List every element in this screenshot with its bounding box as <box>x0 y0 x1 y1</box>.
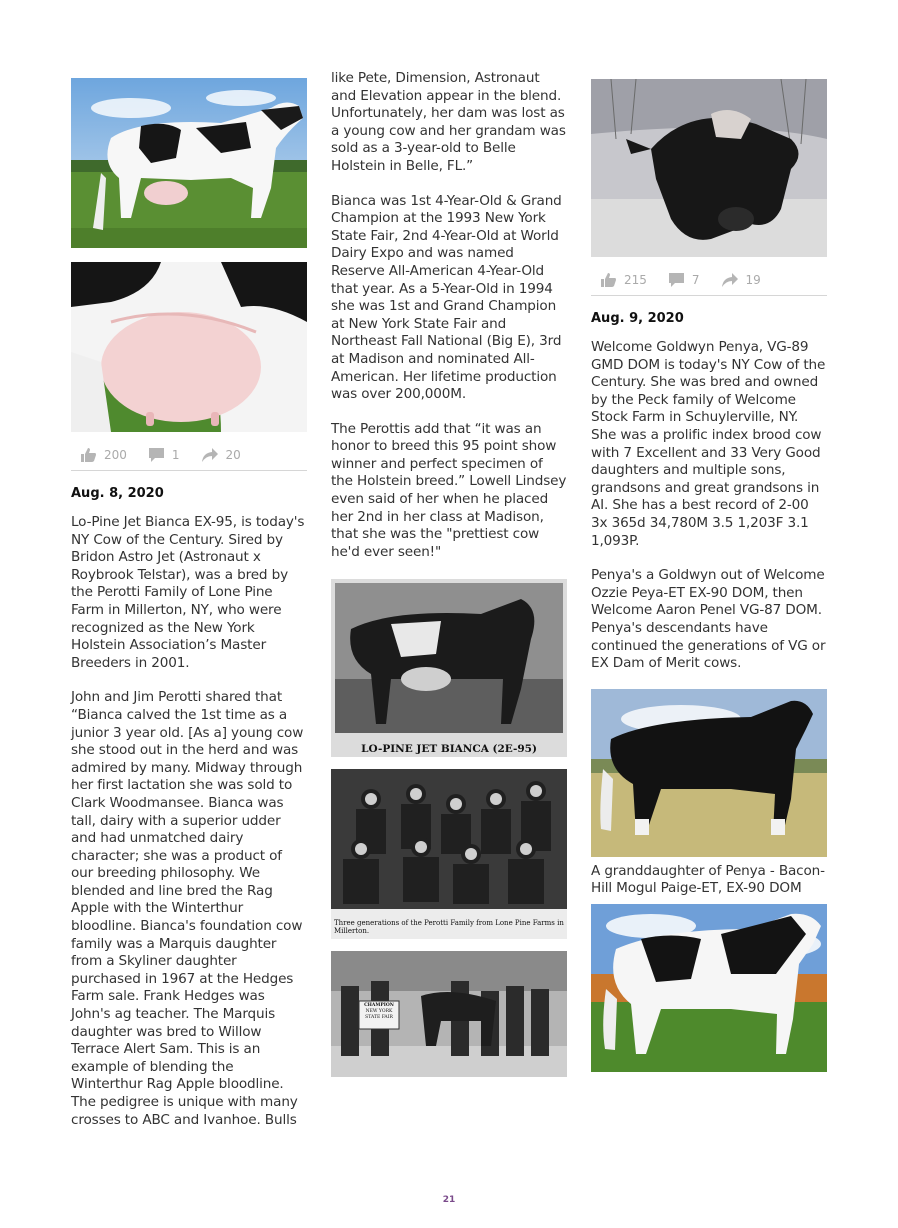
family-archival-photo <box>331 769 567 939</box>
champion-archival-photo <box>331 951 567 1077</box>
share-button[interactable] <box>722 273 761 287</box>
social-bar-left <box>71 440 307 471</box>
champion-sign-line: NEW YORK STATE FAIR <box>365 1009 393 1021</box>
left-column <box>71 70 307 1129</box>
granddaughter-photo <box>591 904 827 1072</box>
comment-icon <box>149 448 164 462</box>
like-count: 200 <box>104 448 127 462</box>
comment-count: 1 <box>171 448 180 462</box>
post-paragraph: like Pete, Dimension, Astronaut and Elevation appear in the blend. Unfortunately, her dam was lost as a young cow and her grandam was sold as a 3-year-old to Belle Holstein in Belle, FL.” <box>331 70 570 174</box>
post-paragraph: Penya's a Goldwyn out of Welcome Ozzie Peya-ET EX-90 DOM, then Welcome Aaron Penel VG-87 DOM. Penya's descendants have continued the generations of VG or EX Dam of Merit cows. <box>591 567 830 672</box>
post-paragraph: The Perottis add that “it was an honor to breed this 95 point show winner and perfect specimen of the Holstein breed.” Lowell Lindsey even said of her when he placed her 2nd in her class at Madison, that she was the "prettiest cow he'd ever seen!" <box>331 420 571 560</box>
cow-udder-photo <box>71 262 307 432</box>
black-cow-photo <box>591 689 827 857</box>
share-count: 19 <box>745 273 761 287</box>
middle-column <box>331 70 571 1077</box>
comment-button[interactable] <box>669 273 700 287</box>
thumbs-up-icon <box>601 273 616 287</box>
champion-sign-line: CHAMPION <box>364 1003 394 1009</box>
right-column <box>591 70 830 1072</box>
comment-count: 7 <box>691 273 700 287</box>
share-count: 20 <box>225 448 241 462</box>
photo-caption: Three generations of the Perotti Family from Lone Pine Farms in Millerton. <box>334 919 564 936</box>
like-count: 215 <box>624 273 647 287</box>
share-arrow-icon <box>202 448 218 462</box>
penya-portrait-photo <box>591 79 827 257</box>
post-date: Aug. 8, 2020 <box>71 486 164 501</box>
post-paragraph: Lo-Pine Jet Bianca EX-95, is today's NY Cow of the Century. Sired by Bridon Astro Jet (Astronaut x Roybrook Telstar), was a bred by the Perotti Family of Lone Pine Farm in Millerton, NY, who were recognized as the New York Holstein Association’s Master Breeders in 2001. <box>71 514 309 671</box>
photo-caption: A granddaughter of Penya - Bacon-Hill Mogul Paige-ET, EX-90 DOM <box>591 862 825 897</box>
social-bar-right <box>591 265 827 296</box>
post-paragraph: John and Jim Perotti shared that “Bianca calved the 1st time as a junior 3 year old. [As a] young cow she stood out in the herd and was admired by many. Midway through her first lactation she was sold to Clark Woodmansee. Bianca was tall, dairy with a superior udder and had unmatched dairy character; she was a product of our breeding philosophy. We blended and line bred the Rag Apple with the Winterthur bloodline. Bianca's foundation cow family was a Marquis daughter from a Skyliner daughter purchased in 1967 at the Hedges Farm sale. Frank Hedges was John's ag teacher. The Marquis daughter was bred to Willow Terrace Alert Sam. This is an example of blending the Winterthur Rag Apple bloodline. The pedigree is unique with many crosses to ABC and Ivanhoe. Bulls <box>71 689 308 1128</box>
share-button[interactable] <box>202 448 241 462</box>
post-paragraph: Welcome Goldwyn Penya, VG-89 GMD DOM is today's NY Cow of the Century. She was bred and owned by the Peck family of Welcome Stock Farm in Schuylerville, NY. She was a prolific index brood cow with 7 Excellent and 33 Very Good daughters and multiple sons, grandsons and great grandsons in AI. She has a best record of 2-00 3x 365d 34,780M 3.5 1,203F 3.1 1,093P. <box>591 339 830 549</box>
comment-icon <box>669 273 684 287</box>
bianca-archival-photo <box>331 579 567 757</box>
share-arrow-icon <box>722 273 738 287</box>
comment-button[interactable] <box>149 448 180 462</box>
post-paragraph: Bianca was 1st 4-Year-Old & Grand Champion at the 1993 New York State Fair, 2nd 4-Year-Old at World Dairy Expo and was named Reserve All-American 4-Year-Old that year. As a 5-Year-Old in 1994 she was 1st and Grand Champion at New York State Fair and Northeast Fall National (Big E), 3rd at Madison and nominated All-American. Her lifetime production was over 200,000M. <box>331 192 566 403</box>
photo-caption: LO-PINE JET BIANCA (2E-95) <box>361 743 537 756</box>
thumbs-up-icon <box>81 448 96 462</box>
like-button[interactable] <box>601 273 647 287</box>
cow-standing-photo <box>71 78 307 248</box>
like-button[interactable] <box>81 448 127 462</box>
champion-sign-text <box>359 1003 399 1021</box>
post-date: Aug. 9, 2020 <box>591 311 684 326</box>
page-number: 21 <box>442 1195 456 1205</box>
